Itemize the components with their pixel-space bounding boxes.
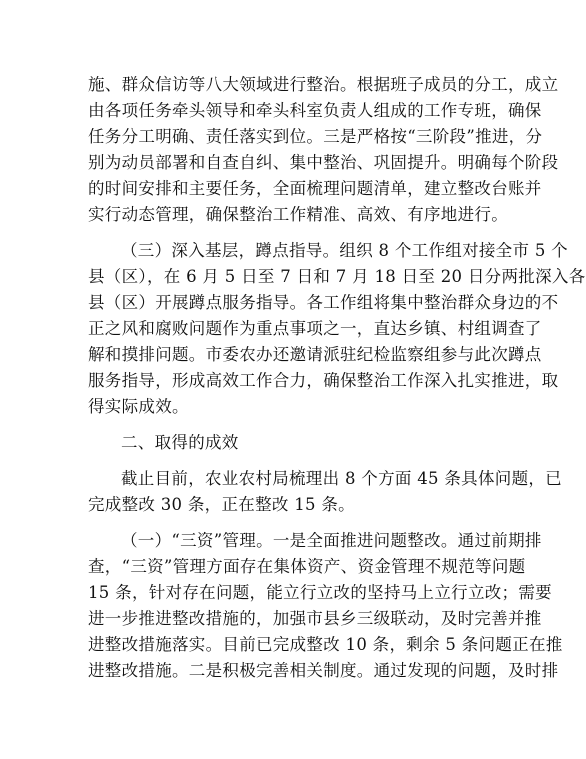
text-line: 县（区），在 6 月 5 日至 7 日和 7 月 18 日至 20 日分两批深入各 — [88, 267, 586, 286]
section-heading: 二、取得的成效 — [121, 433, 239, 452]
text-line: 服务指导，形成高效工作合力，确保整治工作深入扎实推进，取 — [88, 371, 559, 390]
paragraph-implementation — [88, 72, 559, 228]
text-line: （三）深入基层，蹲点指导。组织 8 个工作组对接全市 5 个 — [121, 241, 568, 260]
paragraph-summary — [88, 466, 562, 518]
text-line: （一）“三资”管理。一是全面推进问题整改。通过前期排 — [121, 531, 542, 550]
section-heading-results — [88, 430, 498, 456]
text-line: 由各项任务牵头领导和牵头科室负责人组成的工作专班，确保 — [88, 101, 542, 120]
text-line: 进整改措施落实。目前已完成整改 10 条，剩余 5 条问题正在推 — [88, 635, 563, 654]
text-line: 进整改措施。二是积极完善相关制度。通过发现的问题，及时排 — [88, 661, 559, 680]
text-line: 截止目前，农业农村局梳理出 8 个方面 45 条具体问题，已 — [121, 469, 562, 488]
text-line: 进一步推进整改措施的，加强市县乡三级联动，及时完善并推 — [88, 609, 542, 628]
text-line: 正之风和腐败问题作为重点事项之一，直达乡镇、村组调查了 — [88, 319, 542, 338]
text-line: 的时间安排和主要任务，全面梳理问题清单，建立整改台账并 — [88, 179, 542, 198]
text-line: 完成整改 30 条，正在整改 15 条。 — [88, 495, 355, 514]
text-line: 查，“三资”管理方面存在集体资产、资金管理不规范等问题 — [88, 557, 526, 576]
text-line: 实行动态管理，确保整治工作精准、高效、有序地进行。 — [88, 205, 508, 224]
text-line: 得实际成效。 — [88, 397, 189, 416]
paragraph-field-guidance — [88, 238, 586, 420]
document-body — [88, 72, 586, 694]
text-line: 县（区）开展蹲点服务指导。各工作组将集中整治群众身边的不 — [88, 293, 559, 312]
text-line: 任务分工明确、责任落实到位。三是严格按“三阶段”推进，分 — [88, 127, 543, 146]
text-line: 施、群众信访等八大领域进行整治。根据班子成员的分工，成立 — [88, 75, 559, 94]
text-line: 解和摸排问题。市委农办还邀请派驻纪检监察组参与此次蹲点 — [88, 345, 542, 364]
text-line: 15 条，针对存在问题，能立行立改的坚持马上立行立改；需要 — [88, 583, 552, 602]
paragraph-three-assets — [88, 528, 563, 684]
text-line: 别为动员部署和自查自纠、集中整治、巩固提升。明确每个阶段 — [88, 153, 559, 172]
